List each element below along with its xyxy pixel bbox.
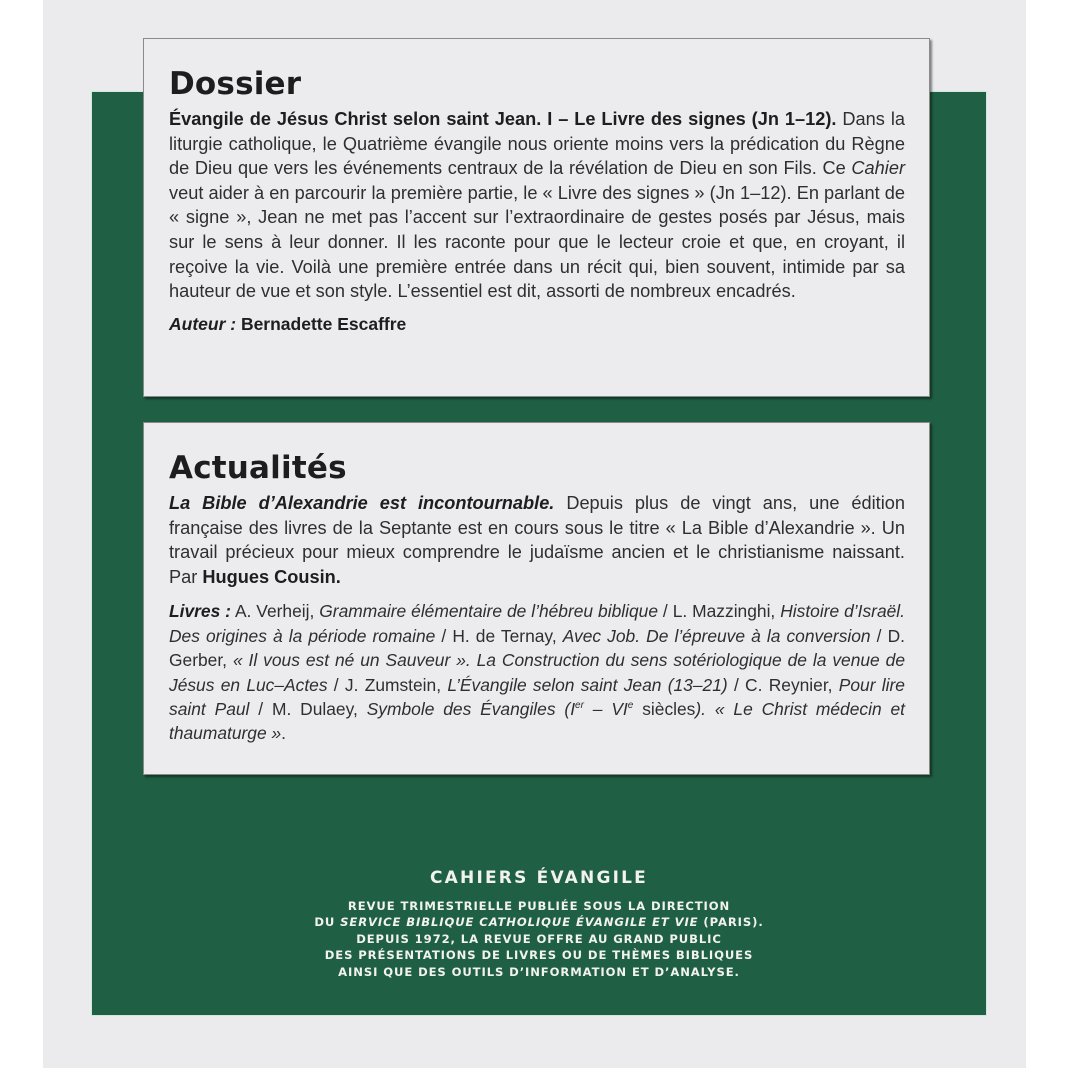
book-title: L’Évangile selon saint Jean (13–21) xyxy=(447,674,728,695)
books-list: Livres : A. Verheij, Grammaire élémentaire de l’hébreu biblique / L. Mazzinghi, Histoire d’Israël. Des origines à la période romaine / H. de Ternay, Avec Job. De l’épreuve à la conversion / D. Gerber, « Il vous est né un Sauveur ». La Construction du sens sotériologique de la venue de Jésus en Luc–Actes / J. Zumstein, L’Évangile selon saint Jean (13–21) / C. Reynier, Pour lire saint Paul / M. Dulaey, Symbole des Évangiles (Ier – VIe siècles). « Le Christ médecin et thaumaturge ». xyxy=(169,601,906,744)
footer-line: DU SERVICE BIBLIQUE CATHOLIQUE ÉVANGILE ET VIE (PARIS). xyxy=(314,915,764,930)
footer-line: REVUE TRIMESTRIELLE PUBLIÉE SOUS LA DIRECTION xyxy=(347,899,731,913)
footer-line: DEPUIS 1972, LA REVUE OFFRE AU GRAND PUBLIC xyxy=(356,931,722,946)
book-title: Symbole des Évangiles (Ier – VIe xyxy=(366,699,634,719)
footer-line: DES PRÉSENTATIONS DE LIVRES OU DE THÈMES BIBLIQUES xyxy=(324,948,754,963)
author-label: Auteur : xyxy=(169,313,237,334)
actualites-box xyxy=(143,422,930,775)
actualites-description: La Bible d’Alexandrie est incontournable. Depuis plus de vingt ans, une édition française des livres de la Septante est en cours sous le titre « La Bible d’Alexandrie ». Un travail précieux pour mieux comprendre le judaïsme ancien et le christianisme naissant. Par Hugues Cousin. xyxy=(169,493,905,587)
dossier-author xyxy=(169,312,905,337)
dossier-lead: Évangile de Jésus Christ selon saint Jean. I – Le Livre des signes (Jn 1–12). xyxy=(169,109,837,129)
actualites-author: Hugues Cousin. xyxy=(202,566,341,587)
dossier-box xyxy=(143,38,930,397)
actualites-heading: Actualités xyxy=(169,450,347,486)
book-title: Avec Job. De l’épreuve à la conversion xyxy=(562,625,871,646)
dossier-description: Évangile de Jésus Christ selon saint Jean. I – Le Livre des signes (Jn 1–12). Dans la liturgie catholique, le Quatrième évangile nous oriente moins vers la prédication du Règne de Dieu que vers les événements centraux de la révélation de Dieu en son Fils. Ce Cahier veut aider à en parcourir la première partie, le « Livre des signes » (Jn 1–12). En parlant de « signe », Jean ne met pas l’accent sur l’extraordinaire de gestes posés par Jésus, mais sur le sens à leur donner. Il les raconte pour que le lecteur croie et que, en croyant, il reçoive la vie. Voilà une première entrée dans un récit qui, bien souvent, intimide par sa hauteur de vue et son style. L’essentiel est dit, assorti de nombreux encadrés. xyxy=(169,109,905,302)
book-title: Histoire d’Israël. Des origines à la période romaine xyxy=(169,601,905,646)
book-title: Grammaire élémentaire de l’hébreu biblique xyxy=(319,601,658,622)
book-title: Pour lire saint Paul xyxy=(169,674,905,719)
author-name: Bernadette Escaffre xyxy=(236,313,407,334)
footer-line: AINSI QUE DES OUTILS D’INFORMATION ET D’ANALYSE. xyxy=(338,964,740,979)
dossier-heading: Dossier xyxy=(169,66,302,102)
actualites-lead: La Bible d’Alexandrie est incontournable. xyxy=(169,493,555,513)
books-label: Livres : xyxy=(169,601,231,622)
publisher-footer xyxy=(92,868,986,980)
book-title: « Il vous est né un Sauveur ». La Construction du sens sotériologique de la venue de Jésus en Luc–Actes xyxy=(169,650,905,695)
series-title: CAHIERS ÉVANGILE xyxy=(430,868,648,888)
